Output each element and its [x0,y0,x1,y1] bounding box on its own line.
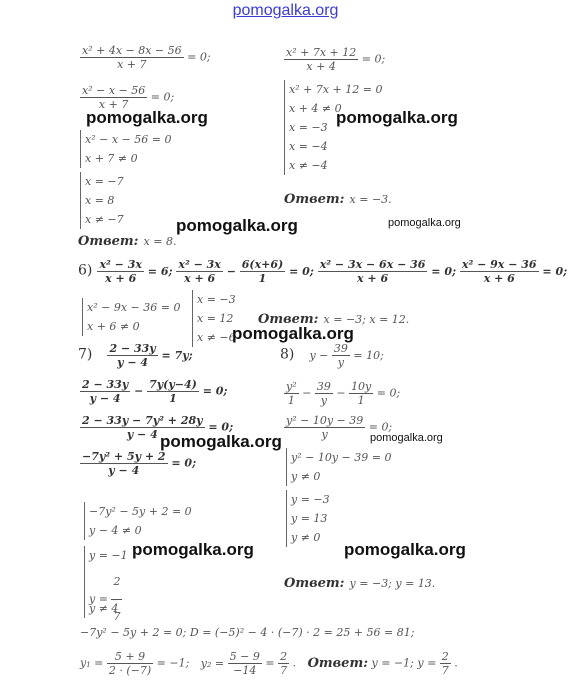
system-p6-1 [82,298,180,336]
denominator: y [320,394,327,407]
fraction [318,258,428,285]
fraction [315,380,333,407]
system-line: x² − 9x − 36 = 0 [87,301,181,314]
problem-7-line-4 [80,450,196,477]
numerator: 2 − 33y − 7y² + 28y [82,414,203,427]
denominator: x + 6 [483,272,515,285]
watermark-text: pomogalka.org [86,108,208,127]
denominator: y [337,356,345,369]
eq-prefix: y − [309,348,329,362]
answer-p8 [284,572,435,591]
system-line: y − 4 ≠ 0 [89,524,142,537]
problem-7-line-1 [78,342,193,369]
answer-prefix: y = −1; y = [371,656,437,670]
system-line: y = −3 [291,493,330,506]
answer-left-top [78,230,176,249]
denominator: y − 4 [117,356,149,369]
y-eq-prefix: y = [89,592,108,606]
problem-8-line-2: $\frac{\text{y²}}{1}$ − $\frac{39}{y}$ − $\frac{10y}{1}$ = 0; [286,380,401,407]
problem-number: 6) [78,262,93,279]
denominator: 1 [169,392,177,405]
fraction [278,650,289,677]
eq-left-1 [80,44,211,71]
numerator: x² + 7x + 12 [286,46,357,59]
numerator: 10y [351,380,372,393]
numerator: 2 [111,565,122,600]
fraction [284,414,365,441]
system-p7-2 [84,546,128,623]
eq-tail: = 0; [368,420,393,434]
fraction [284,380,299,407]
eq-tail: = 7y; [161,348,193,362]
answer-word: Ответ: [284,576,345,591]
denominator: 2 · (−7) [108,664,152,677]
system-p8-1 [286,448,391,486]
system-line: x² − x − 56 = 0 [85,133,172,146]
watermark-text: pomogalka.org [132,540,254,559]
eq-tail: = 10; [353,348,384,362]
denominator: 7 [441,664,449,677]
watermark-text: pomogalka.org [232,324,354,343]
system-left-2 [80,172,124,229]
numerator: x² − x − 56 [82,84,146,97]
eq-tail: = 0; [542,264,568,278]
problem-number: 7) [78,346,93,363]
eq-tail: = 0; [202,384,228,398]
y2-eq: = [265,656,275,670]
system-line: x ≠ −6 [197,331,236,344]
system-line: x = −3 [197,293,236,306]
denominator: x + 7 [117,58,147,71]
fraction [284,46,358,73]
problem-number: 8) [280,346,295,363]
denominator: x + 7 [98,98,129,111]
denominator: 7 [280,664,288,677]
answer-value: x = −3; x = 12. [323,313,410,326]
eq-left-2 [80,84,174,111]
eq-tail: = 0; [150,90,175,104]
answer-word: Ответ: [284,192,345,207]
problem-7-line-2: $\frac{2 - 33y}{y - 4}$ − $\frac{7y(y-4)}{1}$ = 0; [82,378,228,405]
denominator: y [321,428,328,441]
fraction [80,84,147,111]
system-line: x² + 7x + 12 = 0 [289,83,383,96]
denominator: x + 6 [105,272,137,285]
system-line: y ≠ 0 [291,470,321,483]
numerator: 2 − 33y [82,378,129,391]
fraction [176,258,222,285]
y1-tail: = −1; [156,656,190,670]
eq-tail: = 6; [147,264,173,278]
eq-tail: = 0; [361,52,386,66]
fraction [460,258,539,285]
discriminant-line: −7y² − 5y + 2 = 0; D = (−5)² − 4 · (−7) · 2 = 25 + 56 = 81; [80,626,415,639]
numerator: 5 − 9 [229,650,260,663]
numerator: 5 + 9 [107,650,153,664]
fraction [107,342,157,369]
numerator: y² − 10y − 39 [286,414,364,427]
eq-tail: = 0; [187,50,211,64]
system-line: x ≠ −4 [289,159,328,172]
eq-tail: = 0; [289,264,314,278]
denominator: −14 [233,664,257,677]
eq-tail: = 0; [376,386,401,400]
system-line: x + 6 ≠ 0 [87,320,140,333]
system-line: x = −7 [85,175,124,188]
denominator: y − 4 [126,428,158,441]
watermark-text: pomogalka.org [336,108,458,127]
fraction [228,650,262,677]
answer-tail: . [454,656,458,670]
fraction [80,378,130,405]
eq-tail: = 0; [431,264,457,278]
watermark-text: pomogalka.org [160,432,282,451]
system-p7-1 [84,502,192,540]
answer-word: Ответ: [258,312,319,327]
system-line: y² − 10y − 39 = 0 [291,451,392,464]
fraction [332,342,350,369]
system-line: x = 8 [85,194,115,207]
numerator: 6(x+6) [241,258,284,271]
numerator: 2 − 33y [109,342,156,355]
denominator: y − 4 [108,464,140,477]
numerator: y² [286,380,297,393]
numerator: 39 [333,342,348,355]
roots-line [80,650,458,677]
system-p8-2 [286,490,330,547]
denominator: x + 6 [184,272,216,285]
numerator: x² − 9x − 36 [461,258,537,271]
system-line: x = 12 [197,312,234,325]
watermark-text: pomogalka.org [176,216,298,235]
numerator: 39 [316,380,331,393]
fraction [240,258,286,285]
fraction [147,378,199,405]
denominator: 1 [258,272,267,285]
problem-6-line-1: 6) $\frac{\text{x² − 3x}}{x + 6}$ = 6; $\frac{\text{x² − 3x}}{x + 6}$ − $\frac{6(x+6)}{1}$ = 0; $\frac{\text{x² − 3x − 6x − 36}}{x + 6}$ = 0; $\frac{\text{x² − 9x − 36}}{x + 6}$ = 0; [78,258,568,285]
eq-right-1 [284,46,385,73]
denominator: 1 [287,394,295,407]
system-line: x + 7 ≠ 0 [85,152,138,165]
answer-value: x = 8. [143,235,177,248]
numerator: 7y(y−4) [149,378,197,391]
denominator: x + 4 [306,60,336,73]
fraction [349,380,373,407]
fraction [97,258,143,285]
denominator: x + 6 [357,272,389,285]
watermark-text: pomogalka.org [344,540,466,559]
system-line: −7y² − 5y + 2 = 0 [89,505,192,518]
answer-value: x = −3. [349,193,392,206]
fraction [440,650,451,677]
numerator: −7y² + 5y + 2 [82,450,166,463]
eq-tail: = 0; [208,420,234,434]
numerator: x² + 4x − 8x − 56 [82,44,182,57]
numerator: x² − 3x [178,258,221,271]
watermark-text: pomogalka.org [370,432,443,444]
problem-8-line-1 [280,342,384,369]
answer-value: y = −3; y = 13. [349,577,436,590]
fraction [80,44,184,71]
y1-prefix: y₁ = [80,656,104,670]
answer-right-top [284,188,392,207]
denominator: 1 [357,394,365,407]
numerator: x² − 3x [99,258,142,271]
numerator: 2 [441,650,449,663]
y2-prefix: y₂ = [200,656,225,670]
eq-tail: = 0; [171,456,197,470]
system-line: y = 13 [291,512,328,525]
answer-word: Ответ: [78,234,139,249]
fraction [80,450,168,477]
watermark-text: pomogalka.org [388,217,461,229]
system-line: y ≠ 0 [291,531,321,544]
system-line: x + 4 ≠ 0 [289,102,342,115]
denominator: 7 [113,610,121,623]
denominator: y − 4 [89,392,121,405]
system-line: y ≠ 4 [89,602,119,615]
fraction [107,650,153,677]
system-line: y = −1 [89,549,128,562]
answer-word: Ответ: [307,655,369,671]
system-line: x ≠ −7 [85,213,124,226]
numerator: x² − 3x − 6x − 36 [319,258,426,271]
system-p6-2 [192,290,236,347]
numerator: 2 [280,650,288,663]
system-line: x = −4 [289,140,328,153]
system-line: x = −3 [289,121,328,134]
system-left-1 [80,130,171,168]
site-header-link[interactable]: pomogalka.org [232,2,339,19]
y2-tail: . [292,656,297,670]
